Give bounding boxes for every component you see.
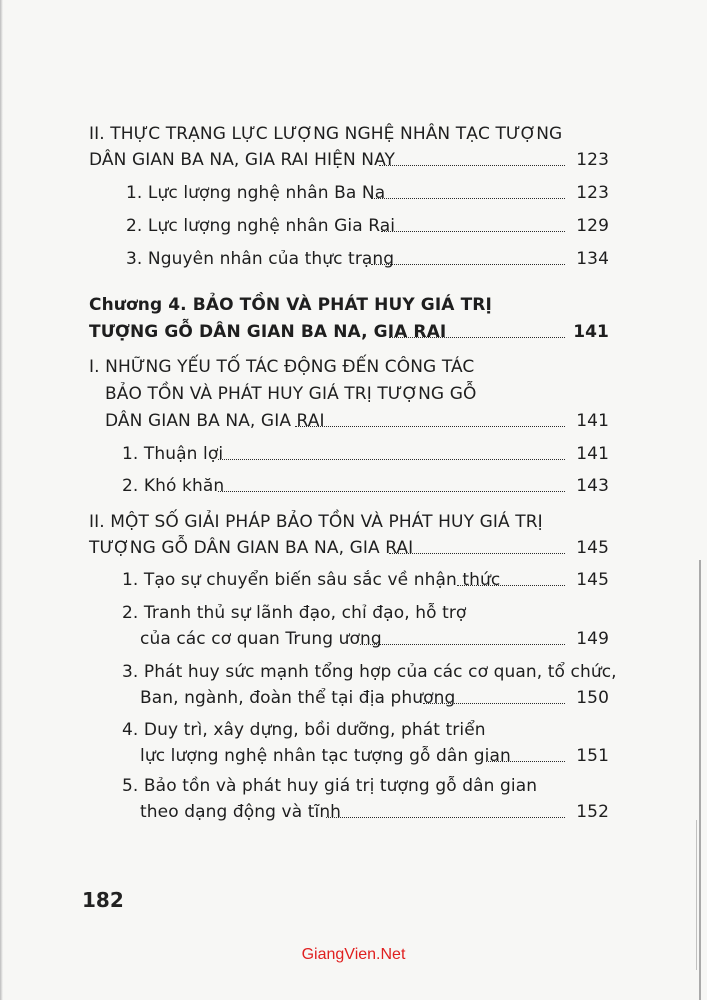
page-edge-right	[699, 560, 701, 1000]
dot-leader	[218, 491, 565, 492]
toc-entry-text: BẢO TỒN VÀ PHÁT HUY GIÁ TRỊ TƯỢNG GỖ	[105, 384, 477, 404]
dot-leader	[457, 585, 565, 586]
toc-page-number: 145	[576, 538, 609, 558]
toc-entry	[140, 627, 609, 651]
toc-entry-text: 5. Bảo tồn và phát huy giá trị tượng gỗ dân gian	[122, 776, 538, 796]
toc-entry-text: 1. Thuận lợi	[122, 444, 224, 464]
toc-entry-text: Chương 4. BẢO TỒN VÀ PHÁT HUY GIÁ TRỊ	[89, 295, 492, 315]
toc-entry	[140, 686, 609, 710]
toc-entry-text: DÂN GIAN BA NA, GIA RAI HIỆN NAY	[89, 150, 395, 170]
toc-entry-text: Ban, ngành, đoàn thể tại địa phương	[140, 688, 456, 708]
toc-page-number: 129	[576, 216, 609, 236]
toc-page-number: 123	[576, 150, 609, 170]
toc-entry-text: 3. Nguyên nhân của thực trạng	[126, 249, 395, 269]
toc-page-number: 123	[576, 183, 609, 203]
dot-leader	[423, 703, 565, 704]
toc-page-number: 141	[573, 322, 609, 342]
dot-leader	[360, 644, 565, 645]
dot-leader	[218, 459, 565, 460]
toc-entry-text: 1. Lực lượng nghệ nhân Ba Na	[126, 183, 386, 203]
toc-entry-text: II. THỰC TRẠNG LỰC LƯỢNG NGHỆ NHÂN TẠC TƯỢNG	[89, 124, 563, 144]
toc-entry	[122, 568, 609, 592]
toc-page-number: 141	[576, 444, 609, 464]
toc-page-number: 151	[576, 746, 609, 766]
dot-leader	[295, 426, 565, 427]
toc-entry-text: của các cơ quan Trung ương	[140, 629, 382, 649]
toc-entry-text: DÂN GIAN BA NA, GIA RAI	[105, 411, 325, 431]
toc-entry	[140, 800, 609, 824]
toc-entry-text: 2. Lực lượng nghệ nhân Gia Rai	[126, 216, 396, 236]
toc-page-number: 145	[576, 570, 609, 590]
toc-entry	[126, 247, 609, 271]
toc-entry-text: 3. Phát huy sức mạnh tổng hợp của các cơ quan, tổ chức,	[122, 662, 617, 682]
toc-entry-text: 4. Duy trì, xây dựng, bồi dưỡng, phát triển	[122, 720, 486, 740]
dot-leader	[381, 231, 565, 232]
toc-entry-text: I. NHỮNG YẾU TỐ TÁC ĐỘNG ĐẾN CÔNG TÁC	[89, 357, 475, 377]
toc-page-number: 152	[576, 802, 609, 822]
toc-entry	[126, 214, 609, 238]
toc-page-number: 141	[576, 411, 609, 431]
toc-entry-text: 2. Tranh thủ sự lãnh đạo, chỉ đạo, hỗ trợ	[122, 603, 467, 623]
page-edge-left	[0, 0, 3, 1000]
toc-entry-text: TƯỢNG GỖ DÂN GIAN BA NA, GIA RAI	[89, 322, 447, 342]
toc-entry-text: II. MỘT SỐ GIẢI PHÁP BẢO TỒN VÀ PHÁT HUY GIÁ TRỊ	[89, 512, 543, 532]
toc-entry	[89, 536, 609, 560]
dot-leader	[379, 165, 565, 166]
dot-leader	[371, 198, 565, 199]
toc-page-number: 143	[576, 476, 609, 496]
dot-leader	[371, 264, 565, 265]
toc-entry-text: 2. Khó khăn	[122, 476, 225, 496]
dot-leader	[389, 337, 565, 338]
toc-entry-text: 1. Tạo sự chuyển biến sâu sắc về nhận thức	[122, 570, 501, 590]
watermark: GiangVien.Net	[301, 946, 406, 963]
toc-page-number: 149	[576, 629, 609, 649]
toc-entry	[89, 320, 609, 344]
toc-entry-text: lực lượng nghệ nhân tạc tượng gỗ dân gian	[140, 746, 511, 766]
toc-entry	[122, 474, 609, 498]
dot-leader	[389, 553, 565, 554]
page-number: 182	[82, 888, 124, 912]
toc-entry	[105, 409, 609, 433]
toc-entry	[122, 442, 609, 466]
toc-entry-text: TƯỢNG GỖ DÂN GIAN BA NA, GIA RAI	[89, 538, 414, 558]
toc-entry	[126, 181, 609, 205]
toc-page-number: 134	[576, 249, 609, 269]
toc-page-number: 150	[576, 688, 609, 708]
toc-entry-text: theo dạng động và tĩnh	[140, 802, 342, 822]
toc-entry	[140, 744, 609, 768]
dot-leader	[486, 761, 565, 762]
toc-entry	[89, 148, 609, 172]
dot-leader	[326, 817, 565, 818]
